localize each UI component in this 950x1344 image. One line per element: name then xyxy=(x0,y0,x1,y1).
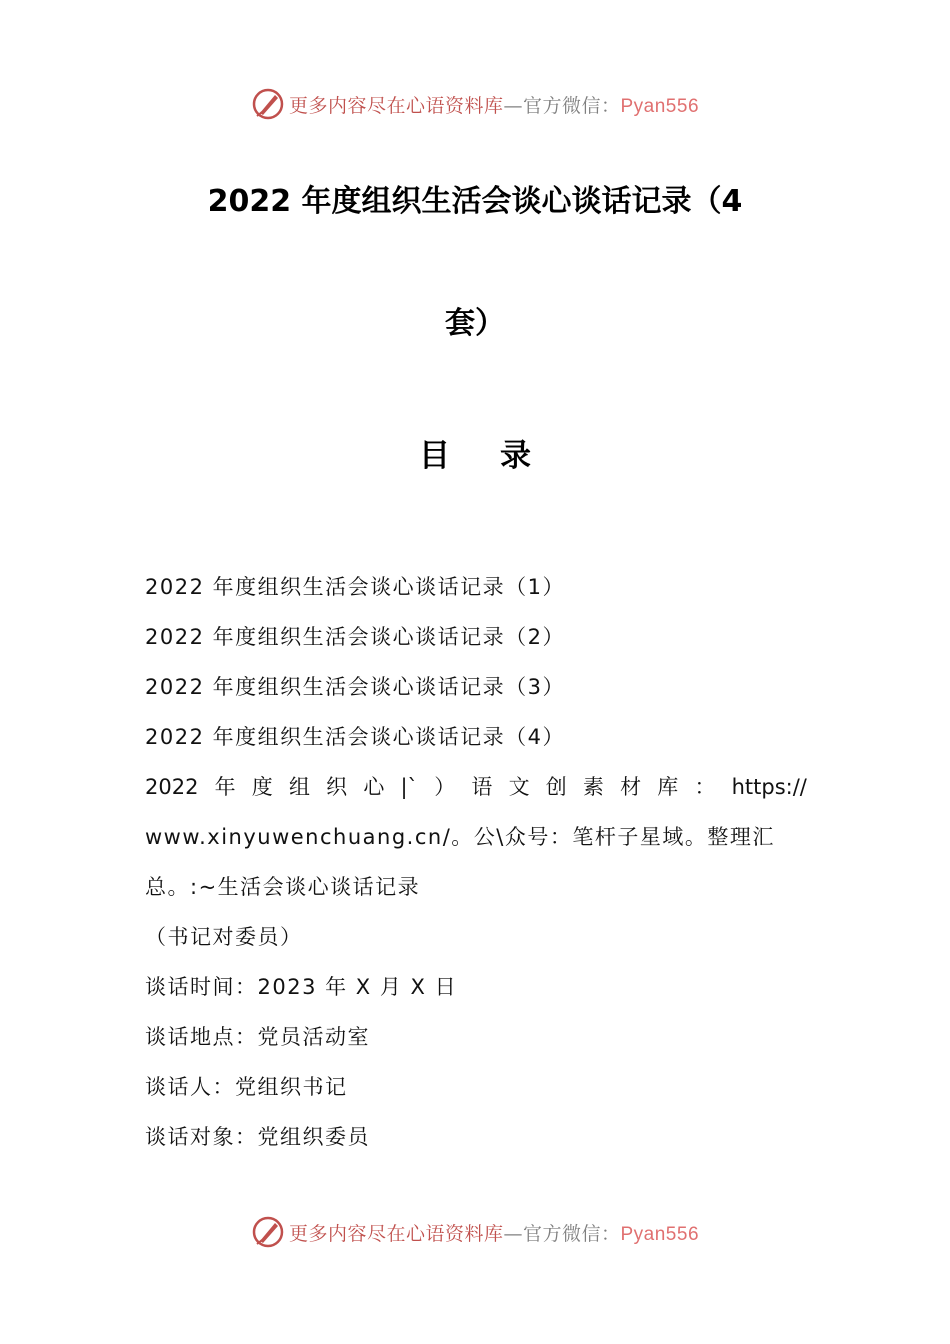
document-body xyxy=(145,562,807,1162)
header-banner-text: 更多内容尽在心语资料库—官方微信：Pyan556 xyxy=(288,94,700,117)
record-target: 谈话对象：党组织委员 xyxy=(145,1125,370,1149)
header-banner xyxy=(0,84,950,124)
record-speaker: 谈话人：党组织书记 xyxy=(145,1075,348,1099)
record-place: 谈话地点：党员活动室 xyxy=(145,1025,370,1049)
document-title-line-2: 套） xyxy=(445,306,505,341)
quill-logo-icon xyxy=(251,87,285,121)
quill-logo-icon xyxy=(251,1215,285,1249)
watermark-line-1: 2022 年 度 组 织 心 |` ） 语 文 创 素 材 库 ： https:// xyxy=(145,775,807,799)
document-title-line-1: 2022 年度组织生活会谈心谈话记录（4 xyxy=(207,184,743,219)
record-subtitle: （书记对委员） xyxy=(145,925,303,949)
watermark-line-2: www.xinyuwenchuang.cn/。公\众号：笔杆子星域。整理汇 xyxy=(145,825,775,849)
toc-item-2[interactable]: 2022 年度组织生活会谈心谈话记录（2） xyxy=(145,625,565,649)
watermark-line-3: 总。:~生活会谈心谈话记录 xyxy=(145,875,421,899)
record-time: 谈话时间：2023 年 X 月 X 日 xyxy=(145,975,458,999)
toc-heading: 目录 xyxy=(419,438,581,474)
footer-banner xyxy=(0,1212,950,1252)
toc-item-1[interactable]: 2022 年度组织生活会谈心谈话记录（1） xyxy=(145,575,565,599)
toc-item-4[interactable]: 2022 年度组织生活会谈心谈话记录（4） xyxy=(145,725,565,749)
toc-item-3[interactable]: 2022 年度组织生活会谈心谈话记录（3） xyxy=(145,675,565,699)
footer-banner-text: 更多内容尽在心语资料库—官方微信：Pyan556 xyxy=(288,1222,700,1245)
